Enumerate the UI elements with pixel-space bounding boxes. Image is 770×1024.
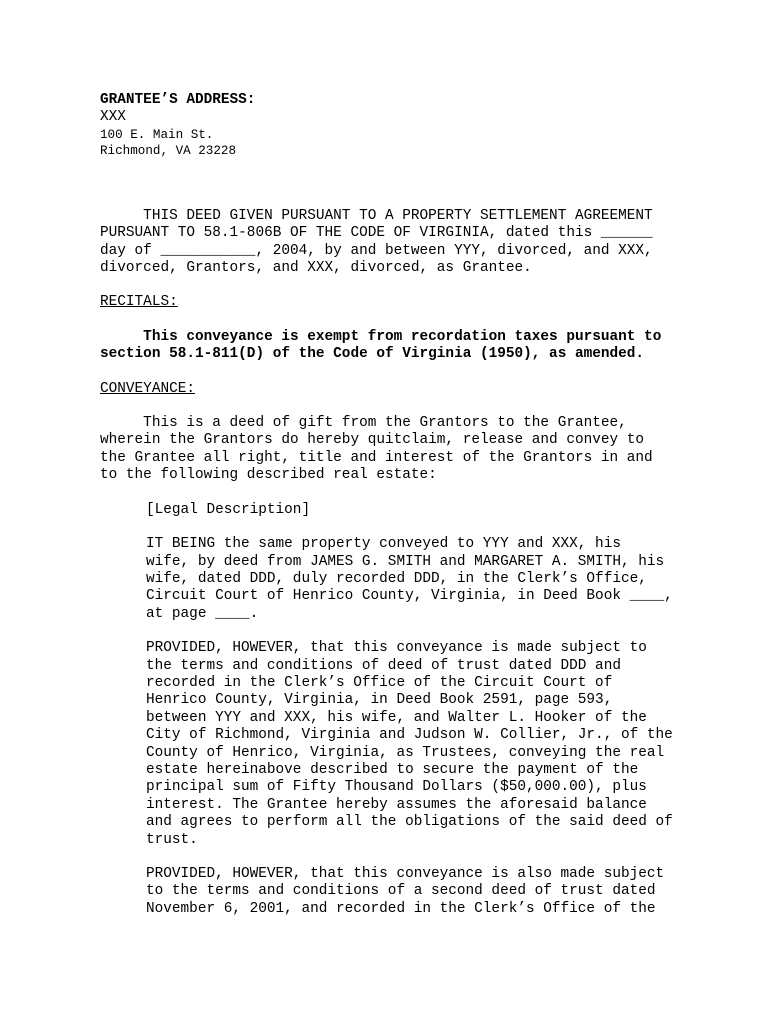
- legal-description: [Legal Description]: [146, 501, 311, 518]
- grantee-address-block: [100, 92, 705, 159]
- grantee-name: XXX: [100, 109, 126, 126]
- deed-preamble: THIS DEED GIVEN PURSUANT TO A PROPERTY SETTLEMENT AGREEMENT PURSUANT TO 58.1-806B OF THE CODE OF VIRGINIA, dated this ______ day of ___________, 2004, by and between YYY, divorced, and XXX, divorced, Grantors, and XXX, divorced, as Grantee.: [100, 207, 653, 277]
- recitals-body: This conveyance is exempt from recordation taxes pursuant to section 58.1-811(D) of the Code of Virginia (1950), as amended.: [100, 328, 662, 363]
- grantee-address-heading: GRANTEE’S ADDRESS:: [100, 92, 256, 108]
- recitals-heading: RECITALS:: [100, 294, 178, 311]
- proviso-first-deed-of-trust: PROVIDED, HOWEVER, that this conveyance is made subject to the terms and conditions of deed of trust dated DDD and recorded in the Clerk’s Office of the Circuit Court of Henrico County, Virginia, in Deed Book 2591, page 593, between YYY and XXX, his wife, and Walter L. Hooker of the City of Richmond, Virginia and Judson W. Collier, Jr., of the County of Henrico, Virginia, as Trustees, conveying the real estate hereinabove described to secure the payment of the principal sum of Fifty Thousand Dollars ($50,000.00), plus interest. The Grantee hereby assumes the aforesaid balance and agrees to perform all the obligations of the said deed of trust.: [146, 640, 673, 848]
- same-property-clause: IT BEING the same property conveyed to YYY and XXX, his wife, by deed from JAMES G. SMITH and MARGARET A. SMITH, his wife, dated DDD, duly recorded DDD, in the Clerk’s Office, Circuit Court of Henrico County, Virginia, in Deed Book ____, at page ____.: [146, 536, 673, 622]
- grantee-city: Richmond, VA 23228: [100, 143, 237, 158]
- grantee-street: 100 E. Main St.: [100, 127, 214, 142]
- document-page: [100, 92, 705, 918]
- conveyance-heading: CONVEYANCE:: [100, 380, 195, 397]
- conveyance-body: This is a deed of gift from the Grantors to the Grantee, wherein the Grantors do hereby quitclaim, release and convey to the Grantee all right, title and interest of the Grantors in and to the following described real estate:: [100, 415, 653, 484]
- proviso-second-deed-of-trust: PROVIDED, HOWEVER, that this conveyance is also made subject to the terms and conditions of a second deed of trust dated November 6, 2001, and recorded in the Clerk’s Office of the: [146, 866, 665, 917]
